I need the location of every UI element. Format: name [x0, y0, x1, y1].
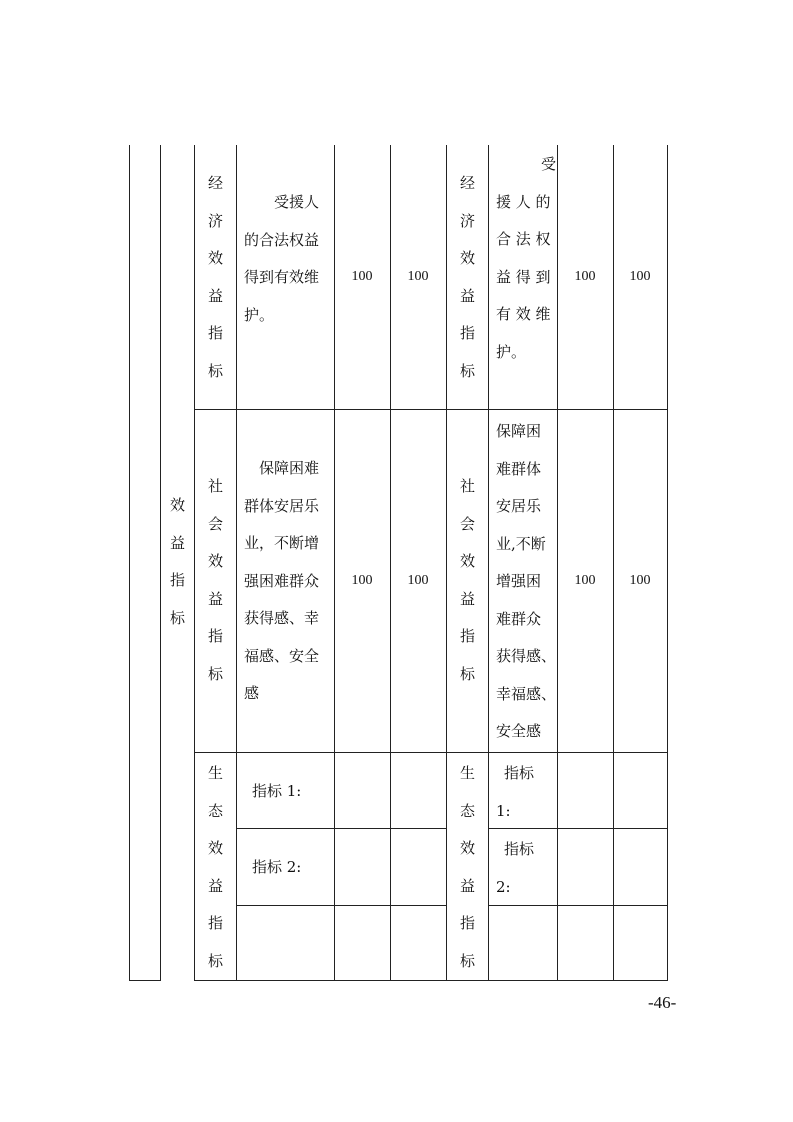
content-line: 幸福感、 — [496, 684, 557, 703]
right-economic-value-2: 100 — [629, 269, 651, 284]
label-char: 指 — [207, 627, 223, 645]
left-social-value-1: 100 — [351, 573, 373, 588]
col-line-1 — [129, 145, 130, 981]
left-economic-label — [195, 165, 236, 390]
content-line: 业，不断增 — [244, 534, 320, 552]
content-line: 安居乐 — [496, 497, 542, 515]
right-social-value-2: 100 — [629, 573, 651, 588]
content-line: 护。 — [496, 342, 527, 361]
left-eco-indicator-1: 指标 1: — [252, 782, 302, 800]
category-char: 标 — [169, 608, 185, 627]
right-social-value-1: 100 — [574, 573, 596, 588]
label-char: 态 — [207, 801, 223, 820]
content-line: 1: — [496, 801, 511, 820]
content-line: 获得感、幸 — [244, 609, 320, 627]
right-economic-value-1: 100 — [574, 269, 596, 284]
content-line: 强困难群众 — [244, 571, 320, 590]
label-char: 指 — [459, 627, 475, 645]
page-number: -46- — [648, 993, 677, 1012]
content-line: 合 法 权 — [496, 230, 551, 248]
content-line: 保障困 — [496, 422, 542, 440]
right-eco-indicator-2 — [496, 831, 534, 906]
right-eco-indicator-1 — [496, 755, 534, 830]
label-char: 标 — [207, 664, 223, 683]
content-line: 难群体 — [496, 459, 542, 478]
label-char: 益 — [207, 589, 223, 608]
content-line: 受援人 — [244, 193, 320, 211]
col-line-6 — [390, 145, 391, 981]
label-char: 生 — [207, 764, 223, 782]
content-line: 益 得 到 — [496, 267, 551, 286]
content-line: 增强困 — [496, 572, 542, 590]
label-char: 标 — [459, 361, 475, 380]
category-char: 益 — [169, 533, 185, 552]
label-char: 经 — [459, 174, 475, 192]
table-bottom-line-main — [194, 980, 668, 981]
label-char: 效 — [207, 552, 223, 570]
left-economic-content — [244, 184, 319, 334]
label-char: 会 — [207, 514, 223, 533]
content-line: 援 人 的 — [496, 192, 551, 211]
left-eco-indicator-2: 指标 2: — [252, 858, 302, 876]
label-char: 益 — [459, 286, 475, 305]
col-line-8 — [488, 145, 489, 981]
col-line-4 — [236, 145, 237, 981]
col-line-5 — [334, 145, 335, 981]
row-line-indicator-2 — [236, 905, 446, 906]
left-economic-value-1: 100 — [351, 269, 373, 284]
content-line: 得到有效维 — [244, 268, 320, 286]
label-char: 标 — [459, 951, 475, 970]
right-social-label — [447, 468, 488, 693]
label-char: 济 — [459, 211, 475, 230]
content-line: 业,不断 — [496, 534, 546, 553]
row-line-social-top — [194, 409, 668, 410]
label-char: 效 — [459, 249, 475, 267]
right-economic-content — [496, 146, 556, 371]
left-social-content — [244, 450, 319, 713]
label-char: 益 — [459, 876, 475, 895]
label-char: 社 — [459, 477, 475, 495]
content-line: 受 — [496, 155, 557, 173]
label-char: 效 — [459, 839, 475, 857]
label-char: 济 — [207, 211, 223, 230]
label-char: 指 — [207, 914, 223, 932]
content-line: 护。 — [244, 305, 275, 324]
content-line: 获得感、 — [496, 647, 557, 665]
label-char: 益 — [207, 286, 223, 305]
content-line: 难群众 — [496, 609, 542, 628]
label-char: 益 — [207, 876, 223, 895]
content-line: 安全感 — [496, 722, 542, 740]
col-line-10 — [613, 145, 614, 981]
content-line: 指标 — [504, 764, 535, 782]
category-char: 效 — [169, 496, 185, 514]
content-line: 2: — [496, 877, 511, 896]
content-line: 保障困难 — [244, 459, 320, 477]
row-line-eco-top — [194, 752, 668, 753]
content-line: 的合法权益 — [244, 230, 320, 249]
label-char: 生 — [459, 764, 475, 782]
content-line: 指标 — [504, 840, 535, 858]
label-char: 指 — [459, 914, 475, 932]
label-char: 标 — [207, 951, 223, 970]
right-eco-label — [447, 755, 488, 980]
table-bottom-line — [129, 980, 161, 981]
category-char: 指 — [169, 571, 185, 589]
right-economic-label — [447, 165, 488, 390]
left-eco-label — [195, 755, 236, 980]
label-char: 标 — [459, 664, 475, 683]
label-char: 态 — [459, 801, 475, 820]
label-char: 标 — [207, 361, 223, 380]
left-social-label — [195, 468, 236, 693]
row-line-indicator-1 — [236, 828, 446, 829]
label-char: 指 — [459, 324, 475, 342]
label-char: 经 — [207, 174, 223, 192]
label-char: 效 — [207, 839, 223, 857]
content-line: 群体安居乐 — [244, 496, 320, 515]
col-line-11 — [667, 145, 668, 981]
label-char: 益 — [459, 589, 475, 608]
label-char: 效 — [459, 552, 475, 570]
left-economic-value-2: 100 — [407, 269, 429, 284]
label-char: 社 — [207, 477, 223, 495]
content-line: 感 — [244, 684, 260, 702]
content-line: 福感、安全 — [244, 646, 320, 665]
right-social-content — [496, 413, 556, 751]
category-label — [161, 487, 194, 637]
left-social-value-2: 100 — [407, 573, 429, 588]
col-line-9 — [557, 145, 558, 981]
label-char: 会 — [459, 514, 475, 533]
label-char: 指 — [207, 324, 223, 342]
label-char: 效 — [207, 249, 223, 267]
content-line: 有 效 维 — [496, 305, 551, 323]
